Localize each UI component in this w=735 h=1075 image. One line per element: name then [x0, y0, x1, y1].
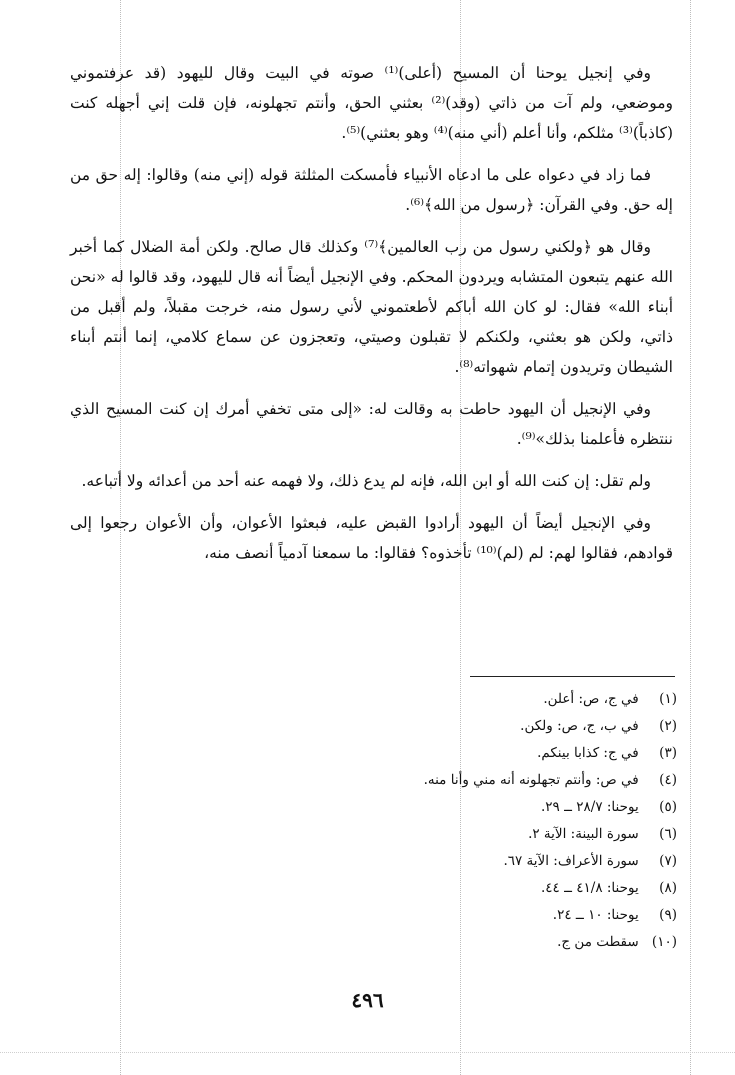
footnote	[300, 767, 677, 794]
footnote-number: (١٠)	[651, 934, 677, 950]
footnote	[300, 902, 677, 929]
footnote-separator	[470, 676, 675, 677]
paragraph: ولم تقل: إن كنت الله أو ابن الله، فإنه لم يدع ذلك، ولا فهمه عنه أحد من أعدائه ولا أتباعه.	[81, 472, 651, 490]
footnote-text: سورة الأعراف: الآية ٦٧.	[503, 853, 639, 869]
footnote-number: (٧)	[659, 853, 677, 869]
footnote	[300, 740, 677, 767]
paragraph: وفي الإنجيل أيضاً أن اليهود أرادوا القبض عليه، فبعثوا الأعوان، وأن الأعوان رجعوا إلى قوادهم، فقالوا لهم: لم (لم)⁽¹⁰⁾ تأخذوه؟ فقالوا: ما سمعنا آدمياً أنصف منه،	[70, 514, 673, 562]
footnote-text: يوحنا: ١٠ ــ ٢٤.	[552, 907, 639, 923]
footnote-number: (٤)	[659, 772, 677, 788]
footnote-number: (١)	[659, 691, 677, 707]
footnote-text: في ب، ج، ص: ولكن.	[520, 718, 639, 734]
footnote	[300, 875, 677, 902]
footnote-number: (٣)	[659, 745, 677, 761]
footnote-number: (٨)	[659, 880, 677, 896]
paragraph: وقال هو ﴿ولكني رسول من رب العالمين﴾⁽⁷⁾ وكذلك قال صالح. ولكن أمة الضلال كما أخبر الله عنهم يتبعون المتشابه ويردون المحكم. وفي الإنجيل أيضاً أنه قال لليهود، وقد قالوا له «نحن أبناء الله» فقال: لو كان الله أباكم لأطعتموني لأني رسول منه، خرجت مقبلاً، ولم أقبل من ذاتي، ولكن هو بعثني، ولكنكم لا تقبلون وصيتي، وتعجزون عن سماع كلامي، إنما أنتم أبناء الشيطان وتريدون إتمام شهواته⁽⁸⁾.	[70, 238, 674, 376]
footnote-number: (٢)	[659, 718, 677, 734]
scan-guide-line	[690, 0, 691, 1075]
footnote	[300, 713, 677, 740]
footnote-text: يوحنا: ٢٨/٧ ــ ٢٩.	[540, 799, 639, 815]
footnotes	[300, 686, 677, 956]
page-number: ٤٩٦	[351, 988, 384, 1012]
footnote-number: (٦)	[659, 826, 677, 842]
footnote	[300, 929, 677, 956]
footnote	[300, 821, 677, 848]
footnote-text: في ص: وأنتم تجهلونه أنه مني وأنا منه.	[423, 772, 639, 788]
scan-guide-line	[0, 1052, 735, 1053]
paragraph: وفي إنجيل يوحنا أن المسيح (أعلى)⁽¹⁾ صوته في البيت وقال لليهود (قد عرفتموني وموضعي، ولم آت من ذاتي (وقد)⁽²⁾ بعثني الحق، وأنتم تجهلونه، فإن قلت إني أجهله كنت (كاذباً)⁽³⁾ مثلكم، وأنا أعلم (أني منه)⁽⁴⁾ وهو بعثني)⁽⁵⁾.	[70, 64, 674, 142]
footnote-text: يوحنا: ٤١/٨ ــ ٤٤.	[540, 880, 639, 896]
main-text	[70, 58, 673, 580]
footnote	[300, 848, 677, 875]
footnote-number: (٩)	[659, 907, 677, 923]
footnote	[300, 686, 677, 713]
footnote-number: (٥)	[659, 799, 677, 815]
footnote-text: في ج، ص: أعلن.	[543, 691, 639, 707]
paragraph: وفي الإنجيل أن اليهود حاطت به وقالت له: «إلى متى تخفي أمرك إن كنت المسيح الذي ننتظره فأعلمنا بذلك»⁽⁹⁾.	[70, 400, 673, 448]
footnote-text: في ج: كذابا بينكم.	[537, 745, 639, 761]
footnote-text: سقطت من ج.	[557, 934, 639, 950]
paragraph: فما زاد في دعواه على ما ادعاه الأنبياء فأمسكت المثلثة قوله (إني منه) وقالوا: إله حق من إله حق. وفي القرآن: ﴿رسول من الله﴾⁽⁶⁾.	[70, 166, 673, 214]
footnote	[300, 794, 677, 821]
footnote-text: سورة البينة: الآية ٢.	[528, 826, 639, 842]
